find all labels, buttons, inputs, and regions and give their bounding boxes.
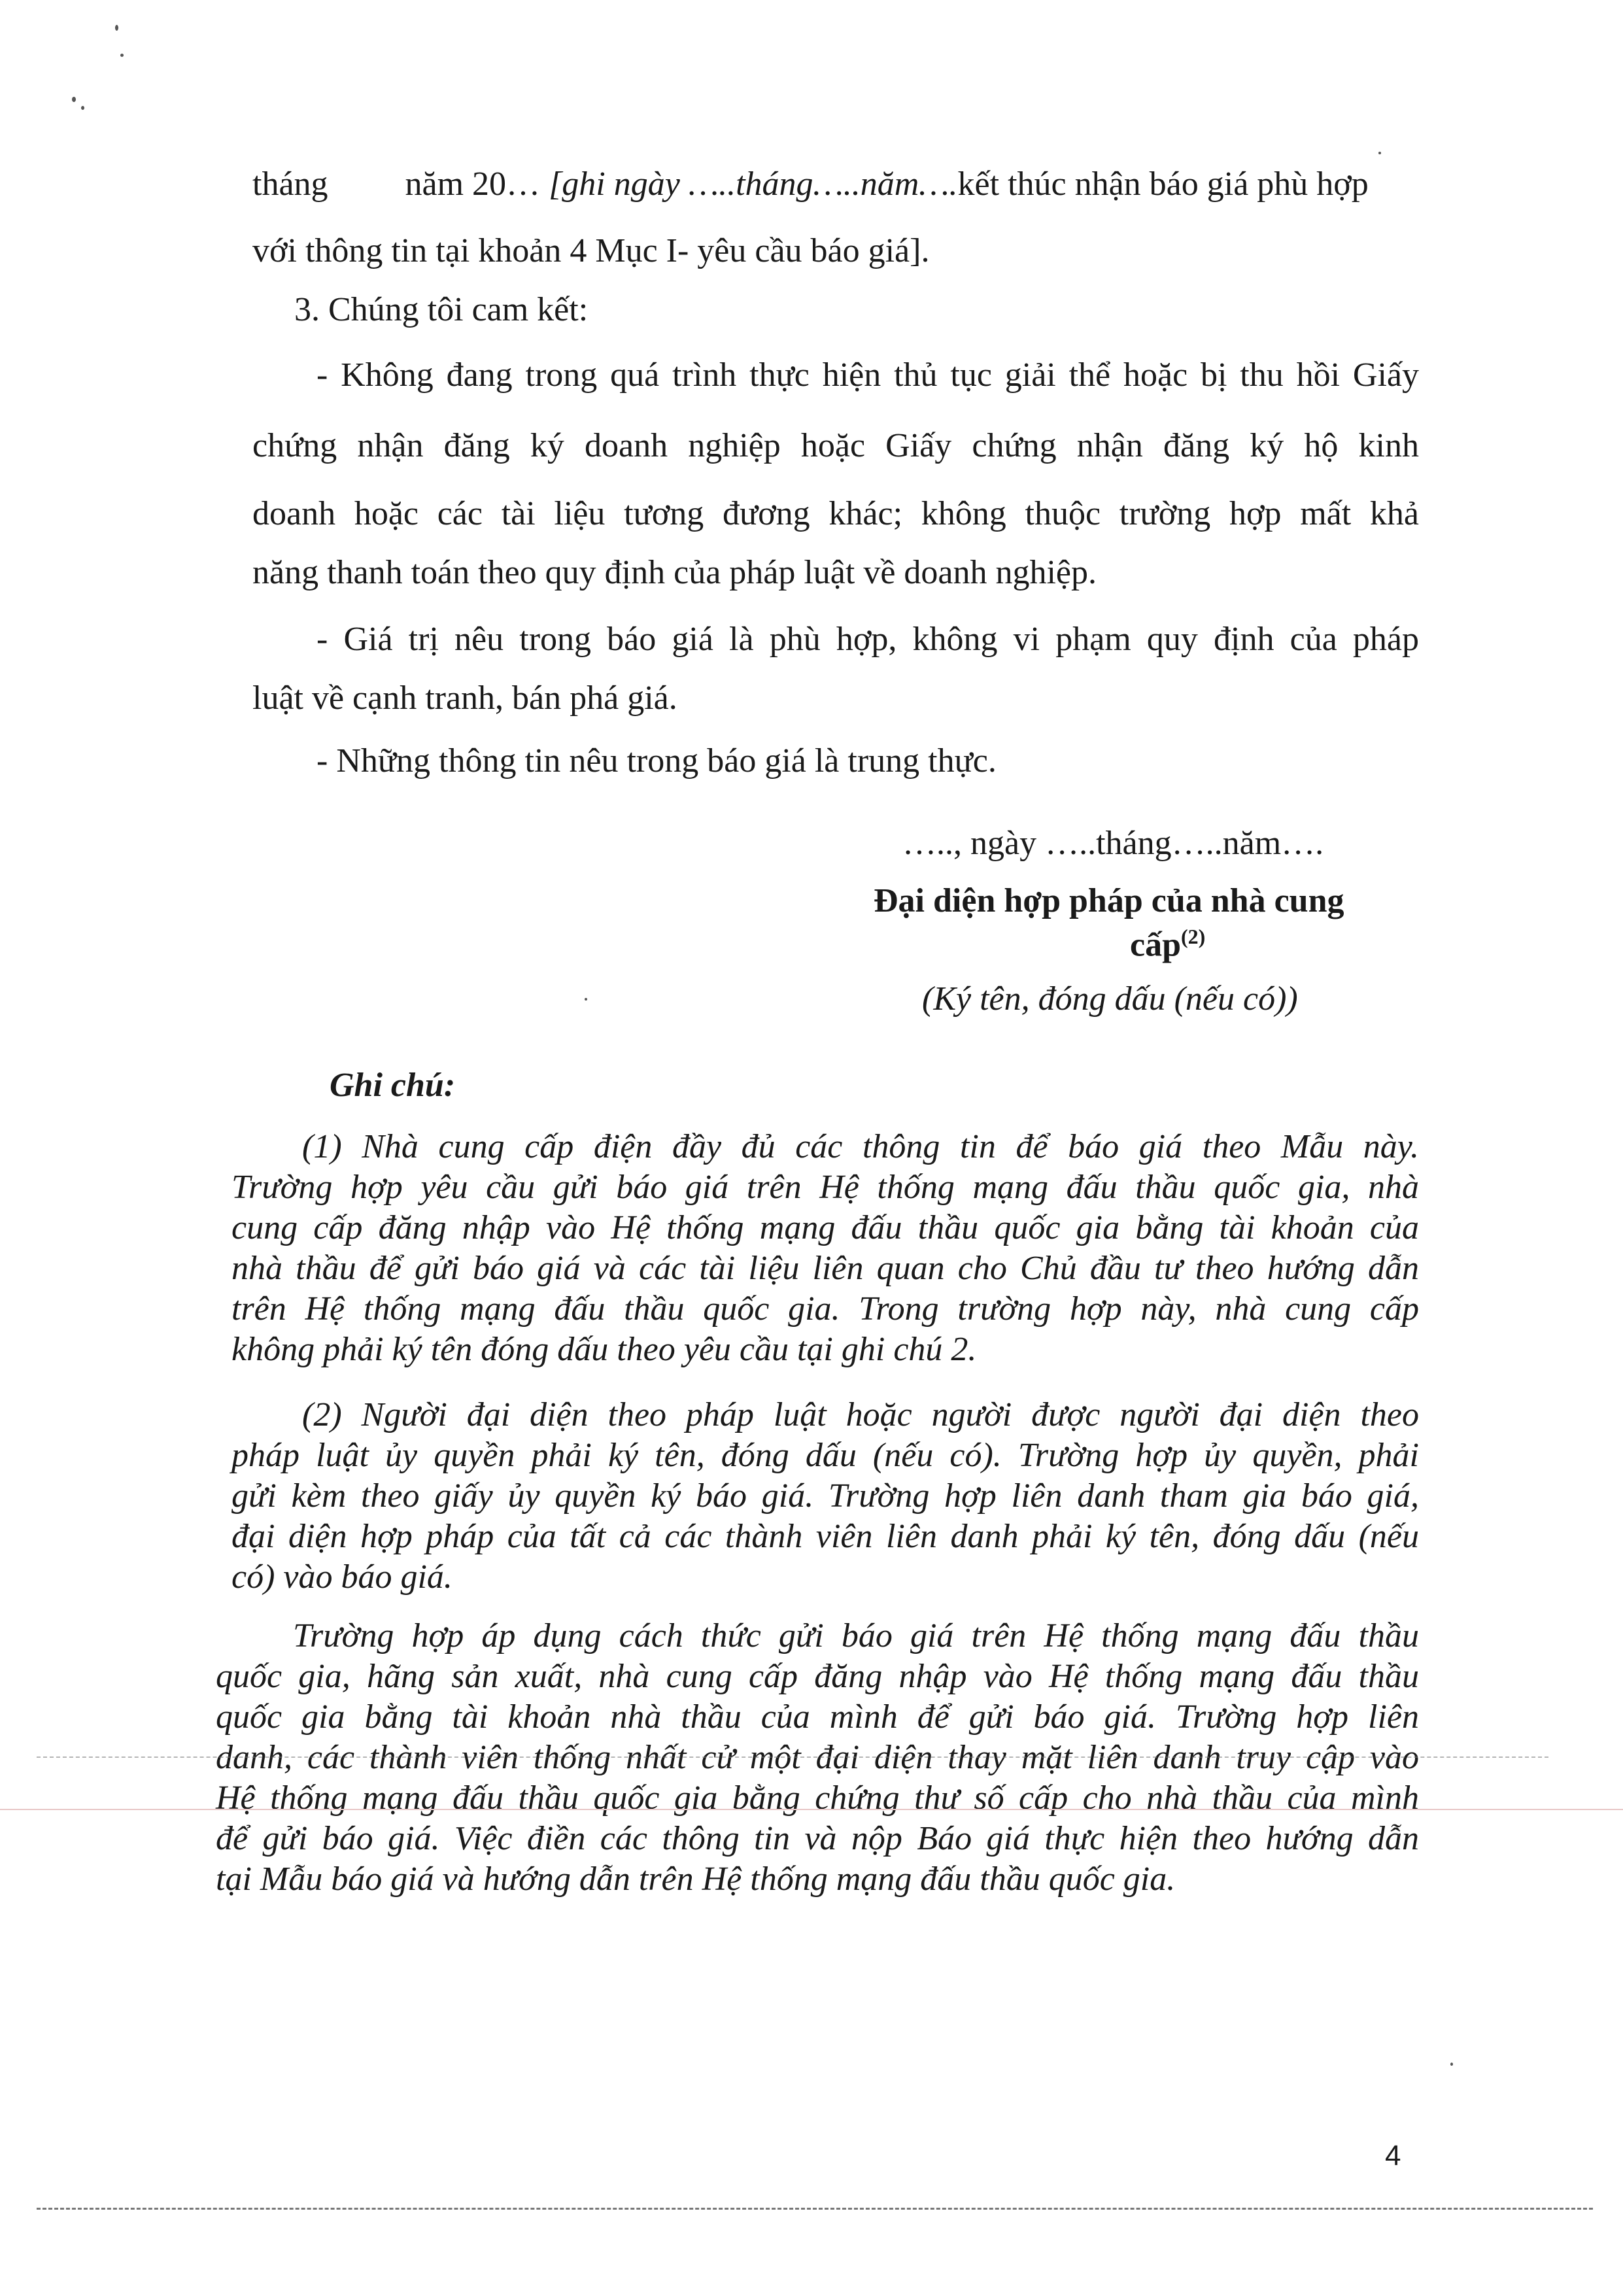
commitment-item-2-line-2: luật về cạnh tranh, bán phá giá. xyxy=(252,679,677,717)
scan-speck xyxy=(115,25,118,31)
page-number: 4 xyxy=(1385,2140,1401,2172)
note-3-line-5: Hệ thống mạng đấu thầu quốc gia bằng chứng thư số cấp cho nhà thầu của mình xyxy=(216,1779,1419,1817)
intro-placeholder: [ghi ngày …..tháng…..năm…. xyxy=(549,165,958,203)
scan-speck xyxy=(81,106,84,110)
scan-speck xyxy=(72,97,76,102)
intro-line-1 xyxy=(252,167,1369,201)
commitment-item-1-line-1: - Không đang trong quá trình thực hiện thủ tục giải thể hoặc bị thu hồi Giấy xyxy=(316,356,1419,394)
note-2-line-1: (2) Người đại diện theo pháp luật hoặc người được người đại diện theo xyxy=(302,1396,1419,1433)
note-1-line-3: cung cấp đăng nhập vào Hệ thống mạng đấu thầu quốc gia bằng tài khoản của xyxy=(231,1209,1419,1246)
note-1-line-4: nhà thầu để gửi báo giá và các tài liệu liên quan cho Chủ đầu tư theo hướng dẫn xyxy=(231,1250,1419,1287)
note-1-line-5: trên Hệ thống mạng đấu thầu quốc gia. Trong trường hợp này, nhà cung cấp xyxy=(231,1290,1419,1328)
intro-year: năm 20… xyxy=(405,165,541,203)
note-2-line-2: pháp luật ủy quyền phải ký tên, đóng dấu (nếu có). Trường hợp ủy quyền, phải xyxy=(231,1437,1419,1474)
note-2-line-5: có) vào báo giá. xyxy=(231,1558,453,1596)
note-1-line-2: Trường hợp yêu cầu gửi báo giá trên Hệ thống mạng đấu thầu quốc gia, nhà xyxy=(231,1169,1419,1206)
scan-speck xyxy=(120,54,124,57)
signature-title-line-1: Đại diện hợp pháp của nhà cung xyxy=(874,882,1344,919)
note-2-line-4: đại diện hợp pháp của tất cả các thành viên liên danh phải ký tên, đóng dấu (nếu xyxy=(231,1518,1419,1555)
note-1-line-6: không phải ký tên đóng dấu theo yêu cầu tại ghi chú 2. xyxy=(231,1331,977,1368)
commitment-item-2-line-1: - Giá trị nêu trong báo giá là phù hợp, không vi phạm quy định của pháp xyxy=(316,621,1419,658)
note-3-line-6: để gửi báo giá. Việc điền các thông tin và nộp Báo giá thực hiện theo hướng dẫn xyxy=(216,1820,1419,1857)
scan-speck xyxy=(585,998,587,1001)
scan-bottom-dashed-line xyxy=(37,2208,1593,2210)
signature-title-word: cấp xyxy=(1130,926,1181,964)
signature-date-line: ….., ngày …..tháng…..năm…. xyxy=(902,825,1324,862)
commitment-item-3: - Những thông tin nêu trong báo giá là trung thực. xyxy=(316,742,997,780)
intro-month: tháng xyxy=(252,165,328,203)
signature-footnote-ref: (2) xyxy=(1181,925,1206,948)
scan-dashed-line xyxy=(37,1756,1548,1758)
commitment-heading: 3. Chúng tôi cam kết: xyxy=(294,291,589,328)
scan-speck xyxy=(1378,152,1381,154)
commitment-item-1-line-2: chứng nhận đăng ký doanh nghiệp hoặc Giấy chứng nhận đăng ký hộ kinh xyxy=(252,427,1419,464)
commitment-item-1-line-3: doanh hoặc các tài liệu tương đương khác; không thuộc trường hợp mất khả xyxy=(252,495,1419,532)
note-3-line-3: quốc gia bằng tài khoản nhà thầu của mình để gửi báo giá. Trường hợp liên xyxy=(216,1698,1419,1736)
note-3-line-2: quốc gia, hãng sản xuất, nhà cung cấp đăng nhập vào Hệ thống mạng đấu thầu xyxy=(216,1658,1419,1695)
note-1-line-1: (1) Nhà cung cấp điện đầy đủ các thông tin để báo giá theo Mẫu này. xyxy=(302,1128,1419,1165)
notes-heading: Ghi chú: xyxy=(330,1067,456,1104)
intro-text: kết thúc nhận báo giá phù hợp xyxy=(957,165,1369,203)
note-3-line-1: Trường hợp áp dụng cách thức gửi báo giá trên Hệ thống mạng đấu thầu xyxy=(293,1617,1419,1654)
note-3-line-7: tại Mẫu báo giá và hướng dẫn trên Hệ thống mạng đấu thầu quốc gia. xyxy=(216,1860,1176,1898)
scan-fold-line xyxy=(0,1809,1623,1810)
intro-line-2: với thông tin tại khoản 4 Mục I- yêu cầu báo giá]. xyxy=(252,232,930,269)
signature-title-line-2 xyxy=(1130,926,1205,962)
note-2-line-3: gửi kèm theo giấy ủy quyền ký báo giá. Trường hợp liên danh tham gia báo giá, xyxy=(231,1477,1419,1515)
signature-note: (Ký tên, đóng dấu (nếu có)) xyxy=(922,980,1298,1018)
note-3-line-4: danh, các thành viên thống nhất cử một đại diện thay mặt liên danh truy cập vào xyxy=(216,1739,1419,1776)
scan-speck xyxy=(1450,2063,1453,2066)
commitment-item-1-line-4: năng thanh toán theo quy định của pháp luật về doanh nghiệp. xyxy=(252,554,1097,591)
